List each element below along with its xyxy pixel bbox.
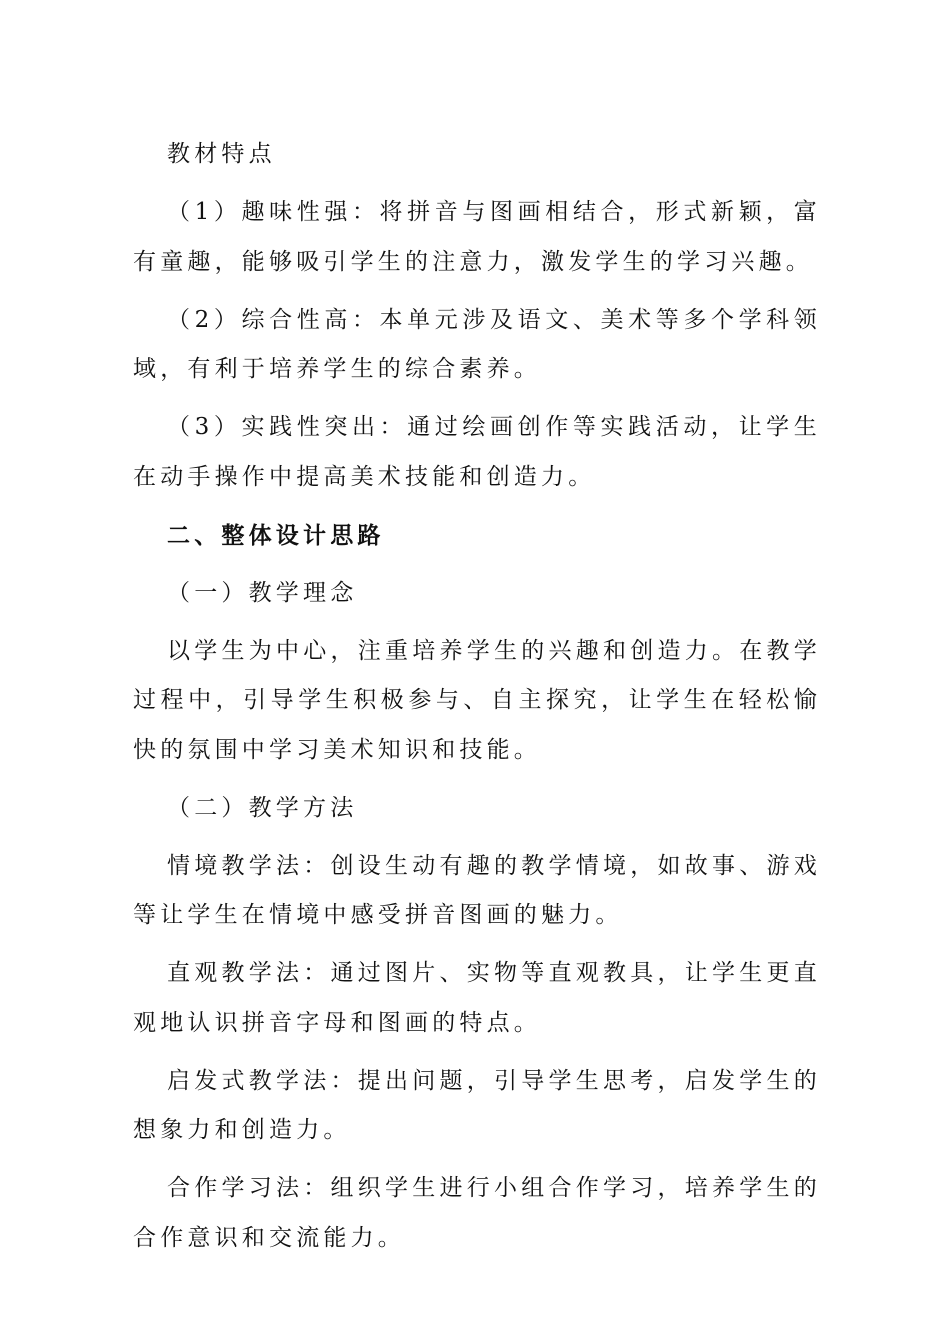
section-heading: 二、整体设计思路: [167, 521, 385, 549]
paragraph-feature-comprehensive: （2）综合性高：本单元涉及语文、美术等多个学科领域，有利于培养学生的综合素养。: [133, 306, 821, 382]
paragraph-method-situational: 情境教学法：创设生动有趣的教学情境，如故事、游戏等让学生在情境中感受拼音图画的魅力。: [133, 852, 821, 928]
paragraph-feature-fun: （1）趣味性强：将拼音与图画相结合，形式新颖，富有童趣，能够吸引学生的注意力，激发学生的学习兴趣。: [133, 199, 821, 275]
paragraph-feature-practice: （3）实践性突出：通过绘画创作等实践活动，让学生在动手操作中提高美术技能和创造力。: [133, 414, 821, 490]
subheading-teaching-methods: （二）教学方法: [167, 794, 358, 821]
paragraph-method-visual: 直观教学法：通过图片、实物等直观教具，让学生更直观地认识拼音字母和图画的特点。: [133, 960, 821, 1036]
document-body: [133, 130, 821, 1272]
paragraph-teaching-philosophy: 以学生为中心，注重培养学生的兴趣和创造力。在教学过程中，引导学生积极参与、自主探究，让学生在轻松愉快的氛围中学习美术知识和技能。: [133, 637, 821, 763]
paragraph-method-heuristic: 启发式教学法：提出问题，引导学生思考，启发学生的想象力和创造力。: [133, 1067, 821, 1143]
paragraph-section-label: 教材特点: [167, 141, 276, 167]
subheading-teaching-philosophy: （一）教学理念: [167, 579, 358, 606]
paragraph-method-cooperative: 合作学习法：组织学生进行小组合作学习，培养学生的合作意识和交流能力。: [133, 1175, 821, 1251]
